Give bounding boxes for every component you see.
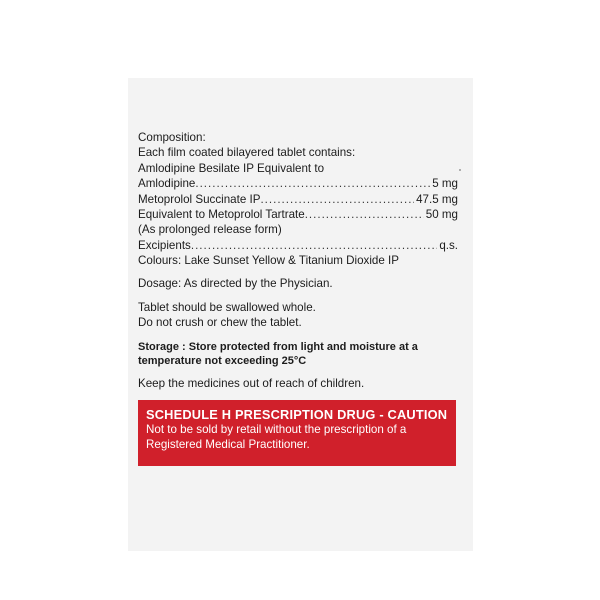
ingredient-row-excipients [138, 238, 458, 253]
amlodipine-besilate-line: Amlodipine Besilate IP Equivalent to [138, 161, 325, 175]
ingredient-row-amlodipine [138, 176, 458, 191]
ingredient-name: Amlodipine [138, 177, 196, 191]
ingredient-amount: 50 mg [425, 208, 458, 222]
dosage-line: Dosage: As directed by the Physician. [138, 276, 333, 290]
colours-line: Colours: Lake Sunset Yellow & Titanium Dioxide IP [138, 254, 399, 268]
ingredient-amount: 5 mg [432, 177, 458, 191]
storage-line-2: temperature not exceeding 25°C [138, 355, 307, 368]
caution-line-2: Registered Medical Practitioner. [146, 438, 310, 451]
composition-heading: Composition: [138, 131, 206, 144]
children-warning: Keep the medicines out of reach of children. [138, 376, 365, 390]
swallow-instruction: Tablet should be swallowed whole. [138, 301, 316, 315]
ingredient-name: Metoprolol Succinate IP [138, 192, 261, 206]
caution-line-1: Not to be sold by retail without the prescription of a [146, 423, 407, 436]
dot-leader [305, 207, 424, 222]
ingredient-name: Excipients [138, 238, 191, 252]
print-speck [459, 169, 461, 171]
no-crush-instruction: Do not crush or chew the tablet. [138, 316, 302, 330]
label-panel [128, 78, 473, 551]
caution-title: SCHEDULE H PRESCRIPTION DRUG - CAUTION [146, 407, 448, 422]
prolonged-release-note: (As prolonged release form) [138, 223, 282, 237]
schedule-h-caution-banner [138, 400, 456, 466]
ingredient-amount: q.s. [439, 238, 458, 252]
dot-leader [195, 176, 430, 191]
storage-line-1: Storage : Store protected from light and moisture at a [138, 340, 418, 353]
ingredient-row-metoprolol-tartrate [138, 207, 458, 222]
ingredient-row-metoprolol-succinate [138, 192, 458, 207]
ingredient-amount: 47.5 mg [416, 192, 458, 206]
composition-intro: Each film coated bilayered tablet contains: [138, 146, 356, 160]
dot-leader [260, 192, 414, 207]
label-content [138, 130, 458, 391]
dot-leader [191, 238, 437, 253]
ingredient-name: Equivalent to Metoprolol Tartrate [138, 208, 305, 222]
